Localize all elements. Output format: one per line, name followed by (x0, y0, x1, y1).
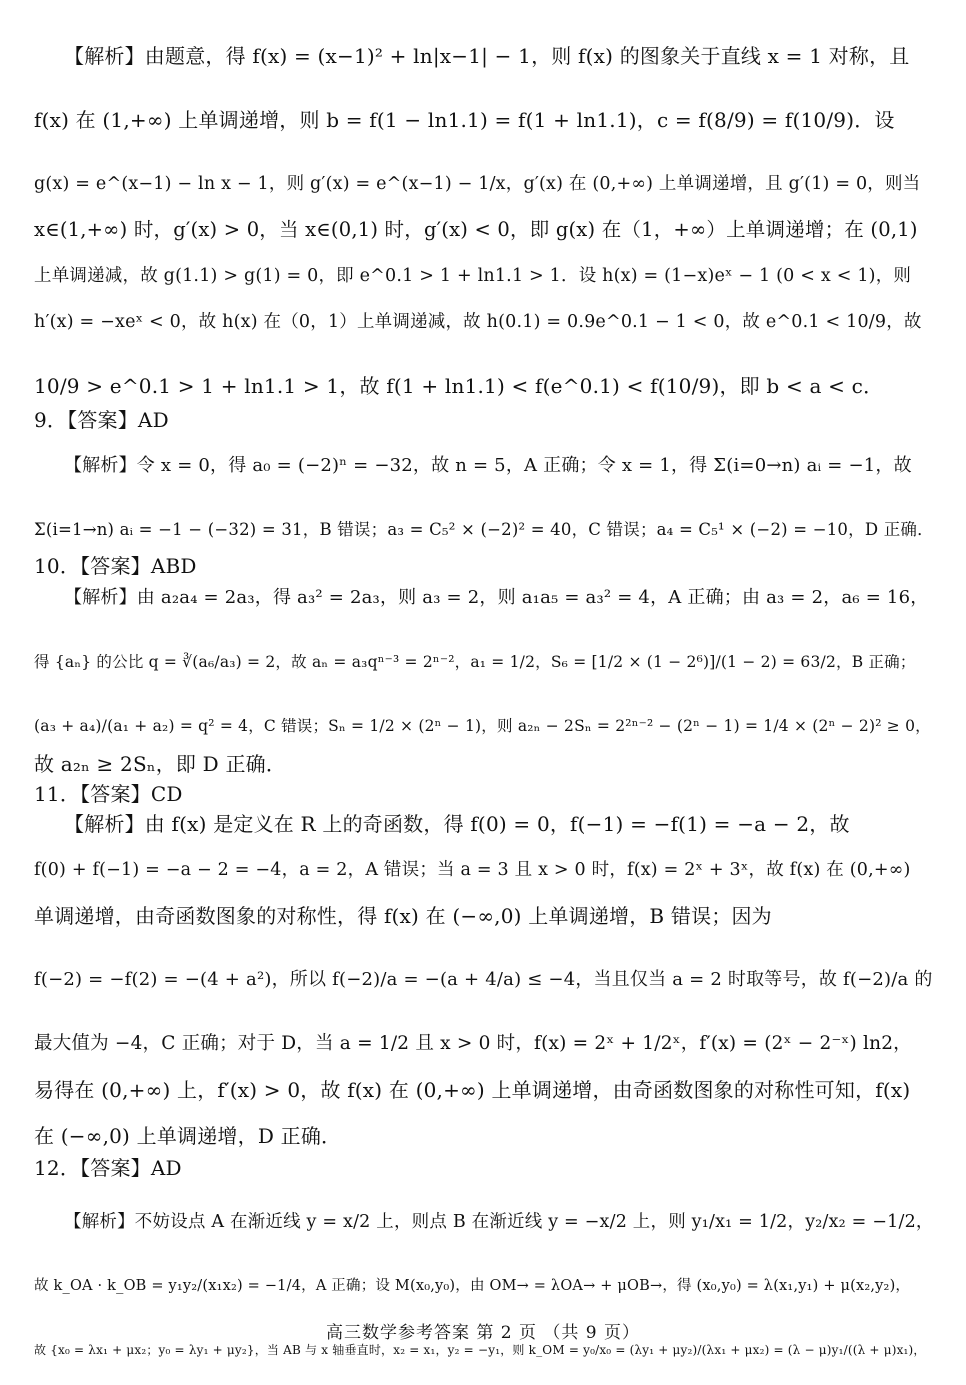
text-line: Σ(i=1→n) aᵢ = −1 − (−32) = 31，B 错误；a₃ = C₅² × (−2)² = 40，C 错误；a₄ = C₅¹ × (−2) = −10，D 正确． (34, 520, 934, 539)
text-line: 【解析】令 x = 0，得 a₀ = (−2)ⁿ = −32，故 n = 5，A 正确；令 x = 1，得 Σ(i=0→n) aᵢ = −1，故 (64, 455, 912, 476)
question-12-answer: 12．【答案】AD (34, 1156, 182, 1180)
text-line: 在 (−∞,0) 上单调递增，D 正确． (34, 1124, 342, 1148)
question-11-answer: 11．【答案】CD (34, 782, 183, 806)
text-line: 易得在 (0,+∞) 上，f′(x) > 0，故 f(x) 在 (0,+∞) 上单调递增，由奇函数图象的对称性可知，f(x) (34, 1078, 911, 1102)
text-line: 【解析】不妨设点 A 在渐近线 y = x/2 上，则点 B 在渐近线 y = −x/2 上，则 y₁/x₁ = 1/2，y₂/x₂ = −1/2， (64, 1212, 934, 1232)
text-line: g(x) = e^(x−1) − ln x − 1，则 g′(x) = e^(x−1) − 1/x，g′(x) 在 (0,+∞) 上单调递增，且 g′(1) = 0，则当 (34, 174, 921, 194)
answer-page (34, 44, 934, 1362)
text-line: 【解析】由 a₂a₄ = 2a₃，得 a₃² = 2a₃，则 a₃ = 2，则 a₁a₅ = a₃² = 4，A 正确；由 a₃ = 2，a₆ = 16， (64, 587, 929, 608)
text-line: 故 {x₀ = λx₁ + μx₂；y₀ = λy₁ + μy₂}，当 AB 与 x 轴垂直时，x₂ = x₁，y₂ = −y₁，则 k_OM = y₀/x₀ = (λy₁ + μy₂)/(λx₁ + μx₂) = (λ − μ)y₁/((λ + μ)x₁)， (34, 1343, 926, 1357)
text-line: 上单调递减，故 g(1.1) > g(1) = 0，即 e^0.1 > 1 + ln1.1 > 1．设 h(x) = (1−x)eˣ − 1 (0 < x < 1)，则 (34, 266, 912, 286)
text-line: 故 k_OA · k_OB = y₁y₂/(x₁x₂) = −1/4，A 正确；设 M(x₀,y₀)，由 OM→ = λOA→ + μOB→，得 (x₀,y₀) = λ(x₁,y₁) + μ(x₂,y₂)， (34, 1278, 911, 1294)
text-line: 单调递增，由奇函数图象的对称性，得 f(x) 在 (−∞,0) 上单调递增，B 错误；因为 (34, 904, 772, 928)
question-10-answer: 10．【答案】ABD (34, 554, 197, 578)
text-line: 【解析】由 f(x) 是定义在 R 上的奇函数，得 f(0) = 0，f(−1) = −f(1) = −a − 2，故 (64, 812, 850, 836)
text-line: h′(x) = −xeˣ < 0，故 h(x) 在（0，1）上单调递减，故 h(0.1) = 0.9e^0.1 − 1 < 0，故 e^0.1 < 10/9，故 (34, 312, 922, 332)
text-line: 10/9 > e^0.1 > 1 + ln1.1 > 1，故 f(1 + ln1.1) < f(e^0.1) < f(10/9)，即 b < a < c． (34, 374, 884, 398)
question-9-answer: 9．【答案】AD (34, 408, 169, 432)
text-line: 最大值为 −4，C 正确；对于 D，当 a = 1/2 且 x > 0 时，f(x) = 2ˣ + 1/2ˣ，f′(x) = (2ˣ − 2⁻ˣ) ln2， (34, 1033, 912, 1054)
text-line: x∈(1,+∞) 时，g′(x) > 0，当 x∈(0,1) 时，g′(x) < 0，即 g(x) 在（1，+∞）上单调递增；在 (0,1) (34, 218, 918, 241)
text-line: 【解析】由题意，得 f(x) = (x−1)² + ln|x−1| − 1，则 f(x) 的图象关于直线 x = 1 对称，且 (64, 44, 910, 68)
text-line: f(−2) = −f(2) = −(4 + a²)，所以 f(−2)/a = −(a + 4/a) ≤ −4，当且仅当 a = 2 时取等号，故 f(−2)/a 的 (34, 969, 933, 990)
text-line: 故 a₂ₙ ≥ 2Sₙ，即 D 正确． (34, 752, 287, 776)
page-footer: 高三数学参考答案 第 2 页 （共 9 页） (325, 1323, 641, 1343)
text-line: (a₃ + a₄)/(a₁ + a₂) = q² = 4，C 错误；Sₙ = 1/2 × (2ⁿ − 1)，则 a₂ₙ − 2Sₙ = 2²ⁿ⁻² − (2ⁿ − 1) = 1/4 × (2ⁿ − 2)² ≥ 0， (34, 717, 931, 735)
text-line: f(x) 在 (1,+∞) 上单调递增，则 b = f(1 − ln1.1) = f(1 + ln1.1)，c = f(8/9) = f(10/9)．设 (34, 108, 895, 132)
text-line: 得 {aₙ} 的公比 q = ∛(a₆/a₃) = 2，故 aₙ = a₃qⁿ⁻³ = 2ⁿ⁻²，a₁ = 1/2，S₆ = [1/2 × (1 − 2⁶)]/(1 − 2) = 63/2，B 正确； (34, 653, 916, 671)
text-line: f(0) + f(−1) = −a − 2 = −4，a = 2，A 错误；当 a = 3 且 x > 0 时，f(x) = 2ˣ + 3ˣ，故 f(x) 在 (0,+∞) (34, 860, 911, 880)
